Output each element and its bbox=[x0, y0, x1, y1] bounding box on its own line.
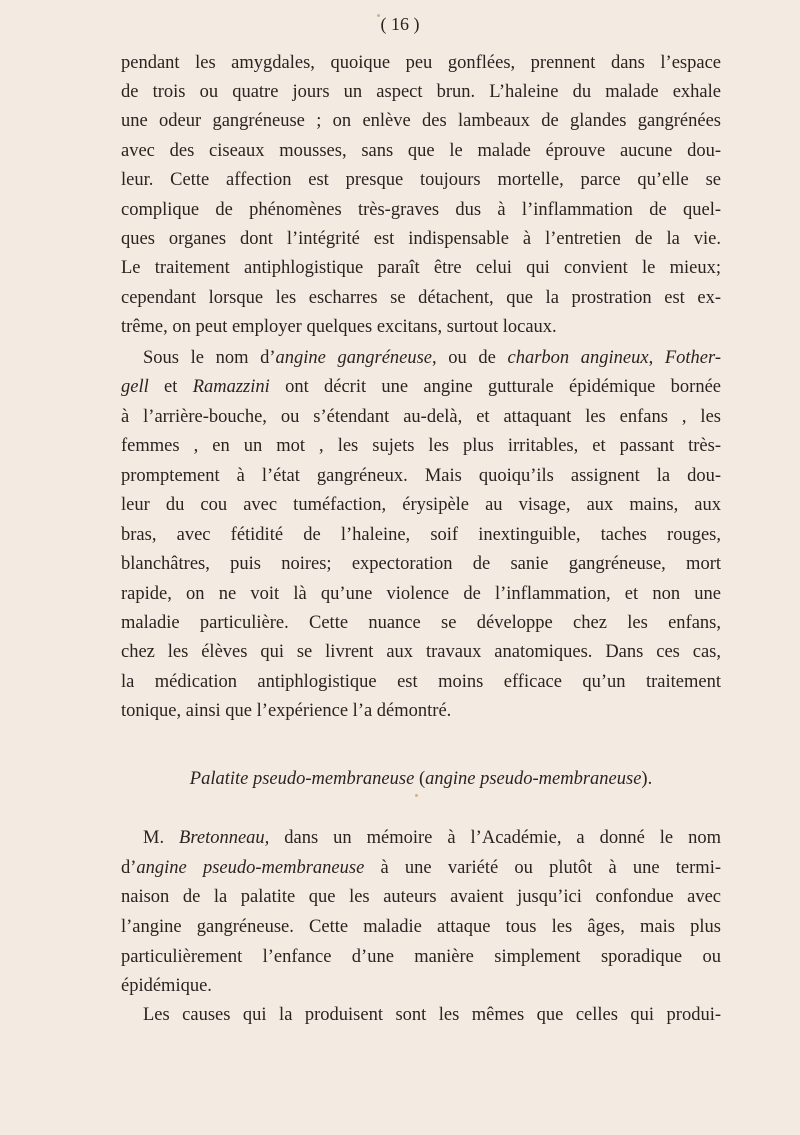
text-line bbox=[121, 52, 721, 74]
text-segment: particulièrement l’enfance d’une manière simplement sporadique ou bbox=[121, 947, 721, 967]
italic-text: Fother- bbox=[664, 348, 722, 368]
italic-text: gell bbox=[121, 377, 149, 397]
text-segment: l’angine gangréneuse. Cette maladie attaque tous les âges, mais plus bbox=[121, 917, 721, 937]
section-heading bbox=[121, 768, 721, 790]
italic-text: charbon angineux bbox=[507, 348, 649, 368]
text-segment: ( bbox=[414, 769, 426, 789]
text-segment: une odeur gangréneuse ; on enlève des lambeaux de glandes gangrénées bbox=[121, 111, 721, 131]
text-line bbox=[121, 81, 721, 103]
text-line bbox=[121, 110, 721, 132]
text-segment: M. bbox=[143, 828, 180, 848]
paper-stain bbox=[415, 794, 418, 797]
text-segment: et bbox=[148, 377, 193, 397]
text-segment: Le traitement antiphlogistique paraît être celui qui convient le mieux; bbox=[121, 258, 721, 278]
text-line bbox=[121, 975, 721, 997]
text-segment: maladie particulière. Cette nuance se développe chez les enfans, bbox=[121, 613, 721, 633]
text-segment: de trois ou quatre jours un aspect brun. L’haleine du malade exhale bbox=[121, 82, 721, 102]
text-segment: blanchâtres, puis noires; expectoration de sanie gangréneuse, mort bbox=[121, 554, 721, 574]
text-line bbox=[121, 886, 721, 908]
text-line bbox=[121, 376, 721, 398]
text-segment: bras, avec fétidité de l’haleine, soif inextinguible, taches rouges, bbox=[121, 525, 721, 545]
text-line bbox=[121, 287, 721, 309]
text-segment: leur. Cette affection est presque toujours mortelle, parce qu’elle se bbox=[121, 170, 721, 190]
text-line bbox=[121, 228, 721, 250]
text-segment: rapide, on ne voit là qu’une violence de l’inflammation, et non une bbox=[121, 584, 721, 604]
text-segment: cependant lorsque les escharres se détachent, que la prostration est ex- bbox=[121, 288, 721, 308]
text-segment: ). bbox=[641, 769, 653, 789]
text-line bbox=[121, 316, 721, 338]
text-line bbox=[121, 916, 721, 938]
text-segment: tonique, ainsi que l’expérience l’a démontré. bbox=[121, 701, 452, 721]
page-number: ( 16 ) bbox=[380, 14, 420, 34]
text-segment: ont décrit une angine gutturale épidémique bornée bbox=[269, 377, 721, 397]
text-segment: épidémique. bbox=[121, 976, 212, 996]
text-segment: avec des ciseaux mousses, sans que le malade éprouve aucune dou- bbox=[121, 141, 721, 161]
text-segment: d’ bbox=[121, 858, 137, 878]
text-line bbox=[121, 946, 721, 968]
text-segment: , bbox=[648, 348, 665, 368]
text-segment: complique de phénomènes très-graves dus à l’inflammation de quel- bbox=[121, 200, 721, 220]
italic-text: angine pseudo-membraneuse bbox=[425, 769, 642, 789]
text-segment: dans un mémoire à l’Académie, a donné le nom bbox=[269, 828, 721, 848]
text-segment: promptement à l’état gangréneux. Mais quoiqu’ils assignent la dou- bbox=[121, 466, 721, 486]
text-line bbox=[121, 406, 721, 428]
text-line bbox=[121, 671, 721, 693]
text-segment: femmes , en un mot , les sujets les plus irritables, et passant très- bbox=[121, 436, 721, 456]
text-line bbox=[121, 257, 721, 279]
text-line bbox=[121, 612, 721, 634]
text-line bbox=[121, 465, 721, 487]
text-line bbox=[121, 583, 721, 605]
text-segment: leur du cou avec tuméfaction, érysipèle au visage, aux mains, aux bbox=[121, 495, 721, 515]
text-line bbox=[143, 1004, 721, 1026]
text-segment: à l’arrière-bouche, ou s’étendant au-delà, et attaquant les enfans , les bbox=[121, 407, 721, 427]
text-line bbox=[121, 700, 721, 722]
text-segment: trême, on peut employer quelques excitans, surtout locaux. bbox=[121, 317, 557, 337]
text-line bbox=[121, 140, 721, 162]
text-segment: , ou de bbox=[432, 348, 508, 368]
text-segment: chez les élèves qui se livrent aux travaux anatomiques. Dans ces cas, bbox=[121, 642, 721, 662]
text-line bbox=[121, 553, 721, 575]
text-line bbox=[121, 494, 721, 516]
text-segment: la médication antiphlogistique est moins efficace qu’un traitement bbox=[121, 672, 721, 692]
text-line bbox=[121, 169, 721, 191]
text-line bbox=[121, 524, 721, 546]
text-segment: Les causes qui la produisent sont les mêmes que celles qui produi- bbox=[143, 1005, 721, 1025]
italic-text: Bretonneau, bbox=[179, 828, 270, 848]
text-segment: naison de la palatite que les auteurs avaient jusqu’ici confondue avec bbox=[121, 887, 721, 907]
italic-text: Ramazzini bbox=[192, 377, 270, 397]
text-line bbox=[121, 857, 721, 879]
paper-stain bbox=[377, 14, 380, 17]
text-segment: à une variété ou plutôt à une termi- bbox=[364, 858, 721, 878]
text-line bbox=[143, 347, 721, 369]
text-segment: pendant les amygdales, quoique peu gonflées, prennent dans l’espace bbox=[121, 53, 721, 73]
italic-text: Palatite pseudo-membraneuse bbox=[189, 769, 415, 789]
text-line bbox=[121, 641, 721, 663]
italic-text: angine pseudo-membraneuse bbox=[136, 858, 365, 878]
text-line bbox=[143, 827, 721, 849]
text-segment: ques organes dont l’intégrité est indispensable à l’entretien de la vie. bbox=[121, 229, 721, 249]
text-segment: Sous le nom d’ bbox=[143, 348, 276, 368]
italic-text: angine gangréneuse bbox=[275, 348, 433, 368]
text-line bbox=[121, 435, 721, 457]
text-line bbox=[121, 199, 721, 221]
